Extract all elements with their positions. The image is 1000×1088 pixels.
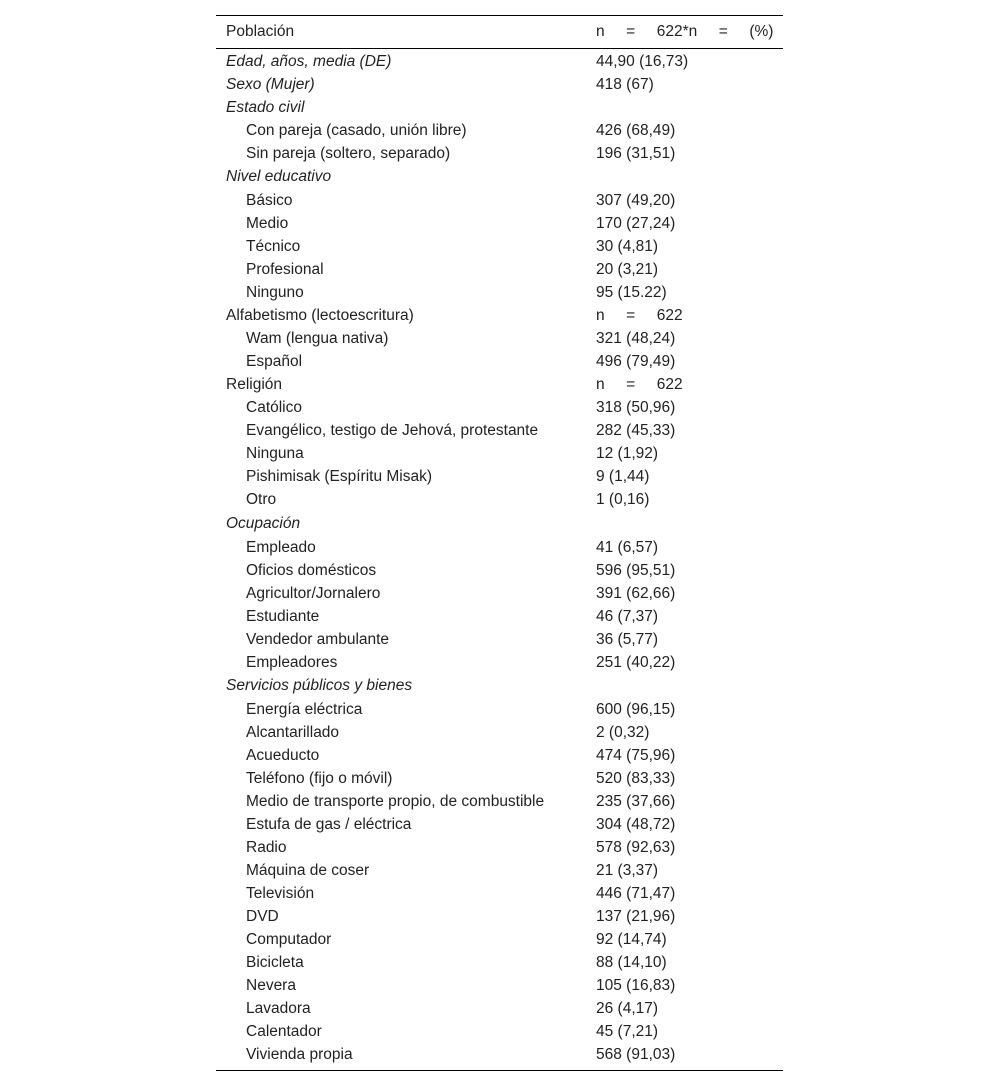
row-value: 170 (27,24): [596, 215, 676, 232]
table-row: [216, 50, 783, 73]
row-label: Español: [246, 353, 303, 370]
row-label: Calentador: [246, 1023, 322, 1040]
row-value: 235 (37,66): [596, 793, 676, 810]
row-value: 36 (5,77): [596, 630, 659, 648]
row-value: 92 (14,74): [596, 931, 667, 948]
row-label: Profesional: [246, 261, 324, 278]
header-n-percent: n = 622*n = (%): [596, 23, 774, 40]
row-label: Vivienda propia: [246, 1046, 353, 1063]
row-label: Radio: [246, 839, 287, 856]
row-label: Estudiante: [246, 607, 320, 625]
row-value: 30 (4,81): [596, 238, 659, 255]
row-value: 318 (50,96): [596, 399, 676, 416]
table-row: [216, 328, 783, 351]
table-row: [216, 420, 783, 443]
table-row: [216, 699, 783, 722]
table-row: [216, 975, 783, 998]
row-label: Agricultor/Jornalero: [246, 584, 381, 602]
row-value: 45 (7,21): [596, 1023, 659, 1040]
row-value: 46 (7,37): [596, 607, 659, 625]
table-row: [216, 259, 783, 282]
row-label: Máquina de coser: [246, 862, 370, 879]
row-label: Empleadores: [246, 653, 338, 671]
row-label: Acueducto: [246, 747, 320, 764]
table-row: [216, 814, 783, 837]
table-row: [216, 305, 783, 328]
table-row: [216, 860, 783, 883]
row-label: Lavadora: [246, 1000, 311, 1017]
row-label: Oficios domésticos: [246, 561, 377, 579]
row-value: 137 (21,96): [596, 908, 676, 925]
table-row: [216, 651, 783, 674]
row-value: 95 (15.22): [596, 284, 667, 301]
row-label: Técnico: [246, 238, 301, 255]
table-row: [216, 559, 783, 582]
table-row: [216, 351, 783, 374]
table-row: [216, 883, 783, 906]
table-row: [216, 791, 783, 814]
row-label: Medio: [246, 215, 289, 232]
row-label: Nivel educativo: [226, 168, 332, 186]
row-value: 105 (16,83): [596, 977, 676, 994]
table-row: [216, 1021, 783, 1044]
table-row: [216, 745, 783, 768]
row-value: 282 (45,33): [596, 422, 676, 439]
table-row: [216, 443, 783, 466]
row-value: 9 (1,44): [596, 468, 650, 485]
table-row: [216, 374, 783, 397]
row-label: Energía eléctrica: [246, 701, 363, 718]
row-value: 196 (31,51): [596, 144, 676, 162]
row-value: 44,90 (16,73): [596, 52, 689, 70]
table-row: [216, 998, 783, 1021]
row-value: n = 622: [596, 307, 683, 324]
table-row: [216, 512, 783, 537]
row-label: Básico: [246, 192, 293, 209]
row-label: Vendedor ambulante: [246, 630, 390, 648]
table-row: [216, 536, 783, 559]
table-row: [216, 768, 783, 791]
table-row: [216, 142, 783, 165]
table-row: [216, 119, 783, 142]
table-row: [216, 929, 783, 952]
row-value: 1 (0,16): [596, 491, 650, 508]
row-label: Pishimisak (Espíritu Misak): [246, 468, 433, 485]
table-row: [216, 236, 783, 259]
row-label: Edad, años, media (DE): [226, 52, 392, 70]
demographics-table: [216, 15, 783, 1071]
row-value: 418 (67): [596, 75, 654, 93]
table-row: [216, 466, 783, 489]
table-row: [216, 165, 783, 190]
row-label: Teléfono (fijo o móvil): [246, 770, 393, 787]
row-label: Evangélico, testigo de Jehová, protestante: [246, 422, 539, 439]
table-row: [216, 722, 783, 745]
row-label: Estufa de gas / eléctrica: [246, 816, 412, 833]
table-row: [216, 73, 783, 96]
row-value: 391 (62,66): [596, 584, 676, 602]
row-label: Empleado: [246, 538, 316, 556]
row-value: n = 622: [596, 376, 683, 393]
row-label: Bicicleta: [246, 954, 304, 971]
row-value: 20 (3,21): [596, 261, 659, 278]
table-row: [216, 489, 783, 512]
row-value: 88 (14,10): [596, 954, 667, 971]
row-value: 520 (83,33): [596, 770, 676, 787]
table-header: [216, 16, 783, 49]
row-value: 496 (79,49): [596, 353, 676, 370]
row-label: Computador: [246, 931, 332, 948]
row-label: Alcantarillado: [246, 724, 340, 741]
row-value: 426 (68,49): [596, 121, 676, 139]
row-value: 600 (96,15): [596, 701, 676, 718]
table-row: [216, 282, 783, 305]
row-label: Medio de transporte propio, de combustible: [246, 793, 545, 810]
row-value: 26 (4,17): [596, 1000, 659, 1017]
row-label: Católico: [246, 399, 302, 416]
row-value: 21 (3,37): [596, 862, 659, 879]
row-label: Ninguna: [246, 445, 304, 462]
row-value: 474 (75,96): [596, 747, 676, 764]
table-row: [216, 906, 783, 929]
row-label: Ninguno: [246, 284, 304, 301]
header-poblacion: Población: [226, 23, 295, 40]
row-value: 251 (40,22): [596, 653, 676, 671]
row-value: 2 (0,32): [596, 724, 650, 741]
row-value: 568 (91,03): [596, 1046, 676, 1063]
row-value: 41 (6,57): [596, 538, 659, 556]
row-value: 578 (92,63): [596, 839, 676, 856]
row-value: 307 (49,20): [596, 192, 676, 209]
row-label: Con pareja (casado, unión libre): [246, 121, 467, 139]
table-row: [216, 96, 783, 119]
table-row: [216, 674, 783, 699]
table-row: [216, 397, 783, 420]
row-label: Wam (lengua nativa): [246, 330, 389, 347]
row-value: 12 (1,92): [596, 445, 659, 462]
row-label: Otro: [246, 491, 277, 508]
row-value: 321 (48,24): [596, 330, 676, 347]
row-label: Nevera: [246, 977, 296, 994]
table-row: [216, 605, 783, 628]
table-row: [216, 952, 783, 975]
row-label: Servicios públicos y bienes: [226, 677, 413, 695]
table-row: [216, 582, 783, 605]
table-row: [216, 837, 783, 860]
row-label: DVD: [246, 908, 279, 925]
row-label: Ocupación: [226, 514, 301, 532]
row-label: Televisión: [246, 885, 315, 902]
row-label: Religión: [226, 376, 283, 393]
row-label: Alfabetismo (lectoescritura): [226, 307, 414, 324]
row-value: 446 (71,47): [596, 885, 676, 902]
row-label: Sin pareja (soltero, separado): [246, 144, 451, 162]
row-label: Estado civil: [226, 98, 305, 116]
row-value: 596 (95,51): [596, 561, 676, 579]
row-label: Sexo (Mujer): [226, 75, 315, 93]
table-row: [216, 190, 783, 213]
table-row: [216, 213, 783, 236]
table-body: [216, 49, 783, 1067]
table-row: [216, 628, 783, 651]
table-row: [216, 1044, 783, 1067]
row-value: 304 (48,72): [596, 816, 676, 833]
